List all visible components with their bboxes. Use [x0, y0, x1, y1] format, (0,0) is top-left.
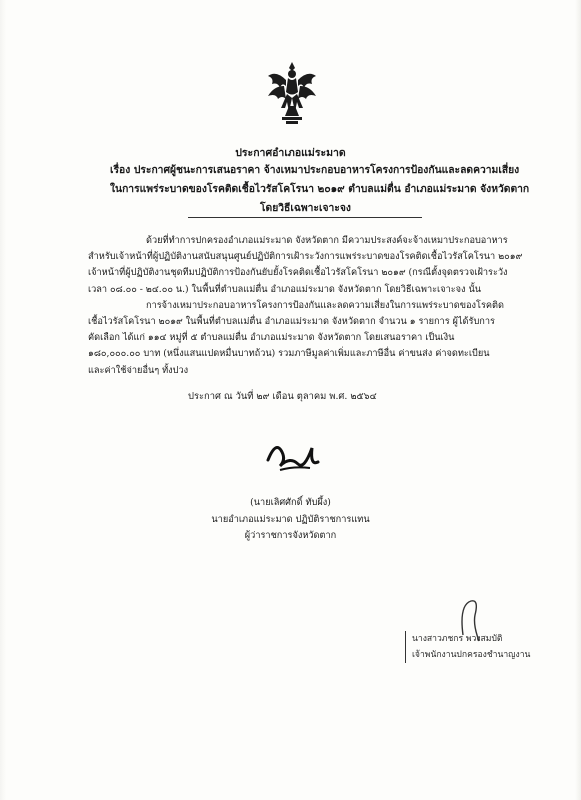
subject-block: [110, 161, 530, 218]
officer-block: [405, 631, 535, 663]
body-line: สำหรับเจ้าหน้าที่ผู้ปฏิบัติงานสนับสนุนศูนย์ปฏิบัติการเฝ้าระวังการแพร่ระบาดของโรคติดเชื้อไวรัสโคโรนา ๒๐๑๙: [88, 251, 523, 263]
subject-line: โดยวิธีเฉพาะเจาะจง: [260, 202, 351, 214]
body-line: การจ้างเหมาประกอบอาหารโครงการป้องกันและลดความเสี่ยงในการแพร่ระบาดของโรคติด: [146, 299, 504, 311]
garuda-emblem-icon: [262, 60, 322, 126]
signer-block: [0, 495, 581, 545]
body-line: ๑๘๐,๐๐๐.๐๐ บาท (หนึ่งแสนแปดหมื่นบาทถ้วน) รวมภาษีมูลค่าเพิ่มและภาษีอื่น ค่าขนส่ง ค่าจดทะเบียน: [88, 348, 490, 360]
body-line: ด้วยที่ทำการปกครองอำเภอแม่ระมาด จังหวัดตาก มีความประสงค์จะจ้างเหมาประกอบอาหาร: [146, 235, 508, 246]
document-heading: ประกาศอำเภอแม่ระมาด: [235, 147, 346, 159]
signature-icon: [262, 430, 332, 478]
officer-position: เจ้าพนักงานปกครองชำนาญงาน: [412, 650, 531, 660]
subject-line: ในการแพร่ระบาดของโรคติดเชื้อไวรัสโคโรนา ๒๐๑๙ ตำบลแม่ตื่น อำเภอแม่ระมาด จังหวัดตาก: [110, 183, 530, 195]
signer-name: (นายเลิศศักดิ์ ทับผึ้ง): [250, 497, 331, 508]
body-line: เวลา ๐๘.๐๐ - ๒๔.๐๐ น.) ในพื้นที่ตำบลแม่ตื่น อำเภอแม่ระมาด จังหวัดตาก โดยวิธีเฉพาะเจาะจง นั้น: [88, 283, 482, 295]
signer-title: ผู้ว่าราชการจังหวัดตาก: [244, 530, 337, 541]
body-line: เจ้าหน้าที่ผู้ปฏิบัติงานชุดทีมปฏิบัติการป้องกันยับยั้งโรคติดเชื้อไวรัสโคโรนา ๒๐๑๙ (กรณีตั้งจุดตรวจเฝ้าระวัง: [88, 267, 508, 279]
subject-line: เรื่อง ประกาศผู้ชนะการเสนอราคา จ้างเหมาประกอบอาหารโครงการป้องกันและลดความเสี่ยง: [110, 164, 520, 176]
divider: [188, 217, 422, 218]
body-line: คัดเลือก ได้แก่ ๑๑๔ หมู่ที่ ๕ ตำบลแม่ตื่น อำเภอแม่ระมาด จังหวัดตาก โดยเสนอราคา เป็นเงิน: [88, 332, 455, 344]
body-line: และค่าใช้จ่ายอื่นๆ ทั้งปวง: [88, 364, 189, 376]
body-line: เชื้อไวรัสโคโรนา ๒๐๑๙ ในพื้นที่ตำบลแม่ตื่น อำเภอแม่ระมาด จังหวัดตาก จำนวน ๑ รายการ ผู้ได้รับการ: [88, 316, 495, 328]
body-text: [88, 233, 528, 379]
announcement-date: ประกาศ ณ วันที่ ๒๙ เดือน ตุลาคม พ.ศ. ๒๕๖๔: [188, 391, 377, 402]
signer-title: นายอำเภอแม่ระมาด ปฏิบัติราชการแทน: [211, 513, 370, 525]
officer-name: นางสาวภชกร พวงสมบัติ: [412, 634, 503, 644]
